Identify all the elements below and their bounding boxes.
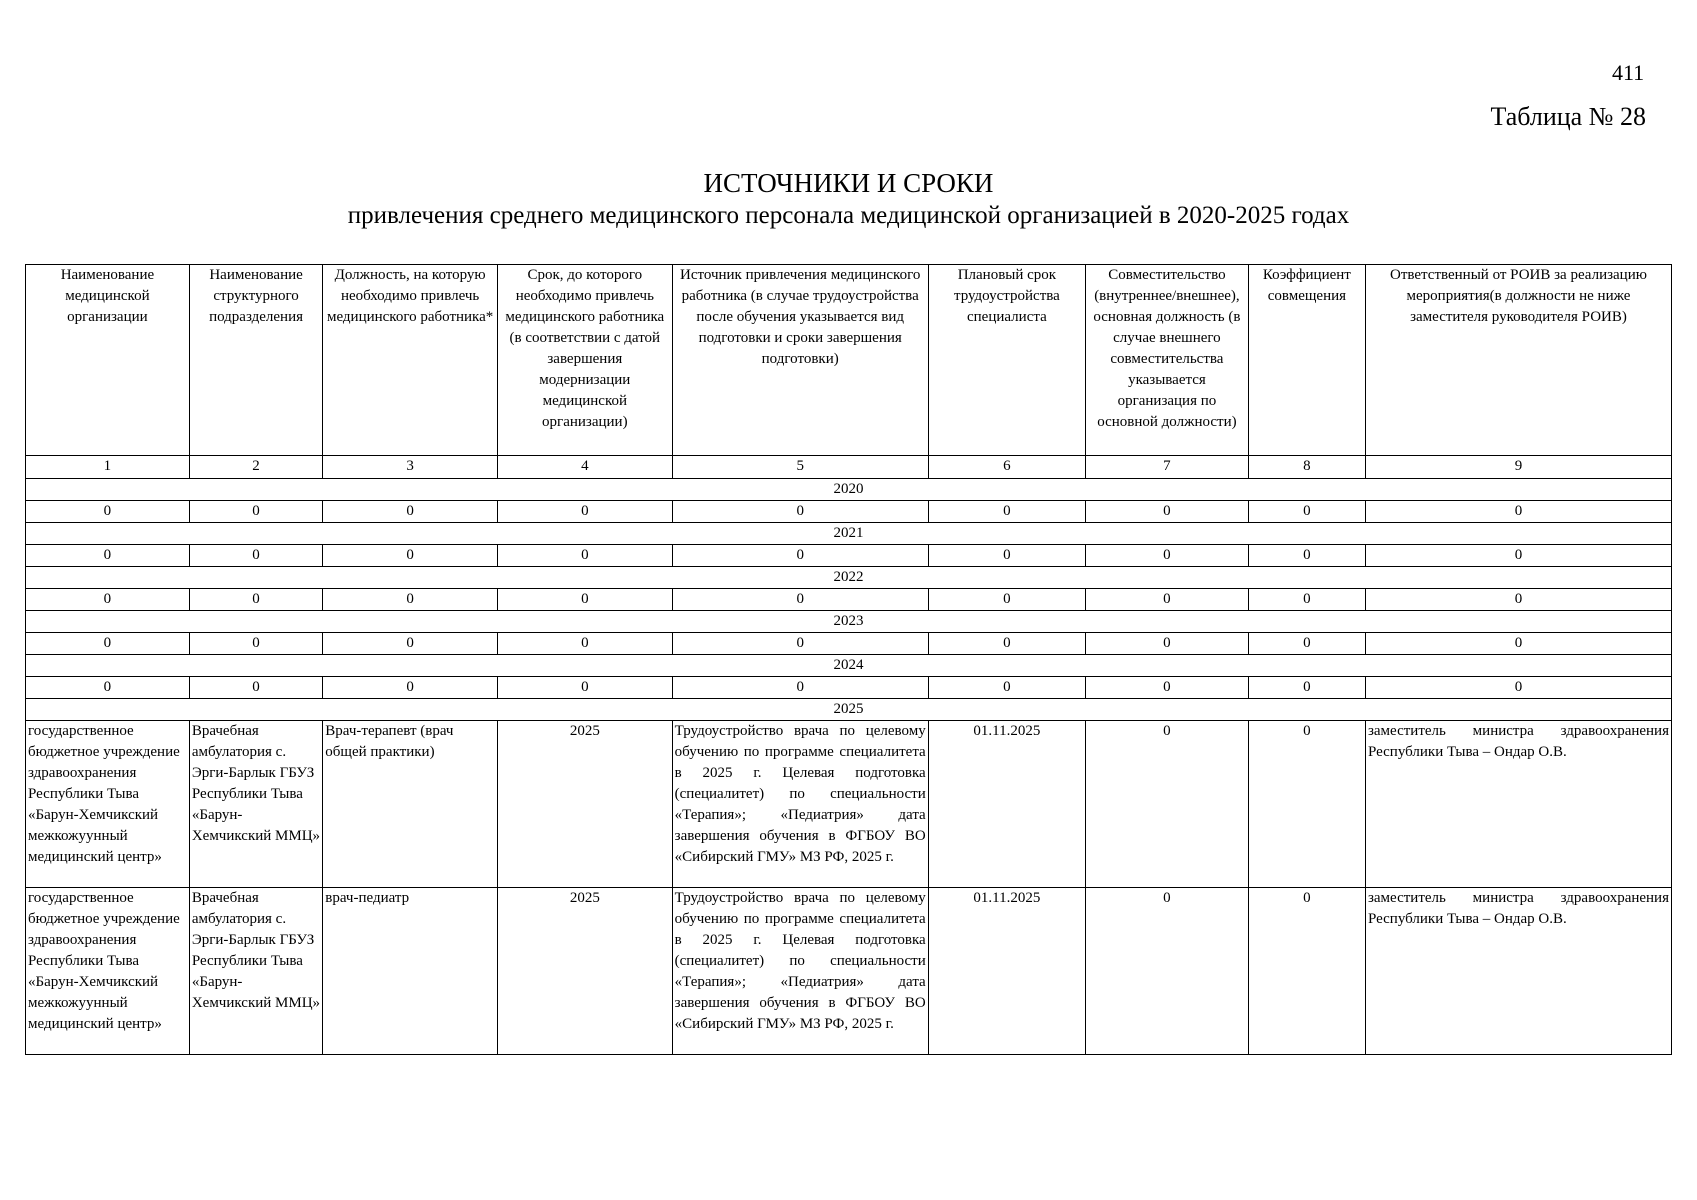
zero-cell: 0 (1086, 545, 1249, 567)
table-label: Таблица № 28 (1490, 102, 1646, 131)
coefficient-cell: 0 (1248, 721, 1365, 888)
zero-cell: 0 (497, 545, 672, 567)
zero-cell: 0 (1365, 501, 1671, 523)
column-number: 1 (26, 456, 190, 479)
column-number: 2 (189, 456, 322, 479)
responsible-cell: заместитель министра здравоохранения Республики Тыва – Ондар О.В. (1365, 888, 1671, 1055)
coefficient-cell: 0 (1248, 888, 1365, 1055)
combination-cell: 0 (1086, 721, 1249, 888)
header-cell: Источник привлечения медицинского работника (в случае трудоустройства после обучения указывается вид подготовки и сроки завершения подготовки) (672, 265, 928, 456)
zero-cell: 0 (1248, 589, 1365, 611)
zero-cell: 0 (672, 589, 928, 611)
zero-cell: 0 (26, 501, 190, 523)
document-title: ИСТОЧНИКИ И СРОКИ (703, 168, 994, 198)
zero-cell: 0 (928, 589, 1085, 611)
column-number: 6 (928, 456, 1085, 479)
header-cell: Ответственный от РОИВ за реализацию мероприятия(в должности не ниже заместителя руководителя РОИВ) (1365, 265, 1671, 456)
zero-cell: 0 (1365, 545, 1671, 567)
year-row (26, 655, 1672, 677)
zero-row (26, 677, 1672, 699)
responsible-cell: заместитель министра здравоохранения Республики Тыва – Ондар О.В. (1365, 721, 1671, 888)
column-number-row (26, 456, 1672, 479)
header-cell: Наименование структурного подразделения (189, 265, 322, 456)
year-label: 2024 (26, 655, 1672, 677)
header-cell: Срок, до которого необходимо привлечь медицинского работника (в соответствии с датой завершения модернизации медицинской организации) (497, 265, 672, 456)
unit-cell: Врачебная амбулатория с. Эрги-Барлык ГБУЗ Республики Тыва «Барун-Хемчикский ММЦ» (189, 888, 322, 1055)
column-number: 3 (323, 456, 498, 479)
zero-cell: 0 (1248, 633, 1365, 655)
deadline-cell: 2025 (497, 888, 672, 1055)
column-number: 5 (672, 456, 928, 479)
planned-date-cell: 01.11.2025 (928, 721, 1085, 888)
position-cell: врач-педиатр (323, 888, 498, 1055)
header-cell: Совместительство (внутреннее/внешнее), основная должность (в случае внешнего совместительства указывается организация по основной должности) (1086, 265, 1249, 456)
staffing-table (25, 264, 1672, 1055)
document-subtitle: привлечения среднего медицинского персонала медицинской организацией в 2020-2025 годах (347, 202, 1350, 229)
org-cell: государственное бюджетное учреждение здравоохранения Республики Тыва «Барун-Хемчикский межкожуунный медицинский центр» (26, 721, 190, 888)
zero-cell: 0 (928, 677, 1085, 699)
zero-cell: 0 (928, 501, 1085, 523)
zero-cell: 0 (1086, 501, 1249, 523)
org-cell: государственное бюджетное учреждение здравоохранения Республики Тыва «Барун-Хемчикский межкожуунный медицинский центр» (26, 888, 190, 1055)
zero-cell: 0 (928, 545, 1085, 567)
zero-cell: 0 (672, 545, 928, 567)
header-cell: Коэффициент совмещения (1248, 265, 1365, 456)
zero-cell: 0 (26, 633, 190, 655)
zero-cell: 0 (672, 633, 928, 655)
zero-cell: 0 (323, 545, 498, 567)
table-row (26, 721, 1672, 888)
year-label: 2021 (26, 523, 1672, 545)
zero-cell: 0 (323, 677, 498, 699)
deadline-cell: 2025 (497, 721, 672, 888)
year-label: 2025 (26, 699, 1672, 721)
column-number: 4 (497, 456, 672, 479)
zero-row (26, 633, 1672, 655)
zero-cell: 0 (928, 633, 1085, 655)
source-cell: Трудоустройство врача по целевому обучению по программе специалитета в 2025 г. Целевая подготовка (специалитет) по специальности «Терапия»; «Педиатрия» дата завершения обучения в ФГБОУ ВО «Сибирский ГМУ» МЗ РФ, 2025 г. (672, 888, 928, 1055)
zero-cell: 0 (1365, 677, 1671, 699)
zero-cell: 0 (497, 633, 672, 655)
zero-cell: 0 (1365, 589, 1671, 611)
column-number: 8 (1248, 456, 1365, 479)
zero-cell: 0 (1086, 633, 1249, 655)
zero-cell: 0 (323, 589, 498, 611)
zero-cell: 0 (26, 589, 190, 611)
zero-cell: 0 (672, 501, 928, 523)
zero-cell: 0 (497, 677, 672, 699)
combination-cell: 0 (1086, 888, 1249, 1055)
unit-cell: Врачебная амбулатория с. Эрги-Барлык ГБУЗ Республики Тыва «Барун-Хемчикский ММЦ» (189, 721, 322, 888)
zero-cell: 0 (1086, 589, 1249, 611)
zero-cell: 0 (189, 633, 322, 655)
zero-cell: 0 (26, 545, 190, 567)
zero-cell: 0 (26, 677, 190, 699)
zero-cell: 0 (323, 501, 498, 523)
zero-cell: 0 (672, 677, 928, 699)
zero-row (26, 545, 1672, 567)
source-cell: Трудоустройство врача по целевому обучению по программе специалитета в 2025 г. Целевая подготовка (специалитет) по специальности «Терапия»; «Педиатрия» дата завершения обучения в ФГБОУ ВО «Сибирский ГМУ» МЗ РФ, 2025 г. (672, 721, 928, 888)
year-label: 2022 (26, 567, 1672, 589)
year-row (26, 479, 1672, 501)
planned-date-cell: 01.11.2025 (928, 888, 1085, 1055)
zero-cell: 0 (189, 501, 322, 523)
position-cell: Врач-терапевт (врач общей практики) (323, 721, 498, 888)
zero-cell: 0 (323, 633, 498, 655)
page-number: 411 (1612, 60, 1645, 85)
zero-row (26, 501, 1672, 523)
zero-cell: 0 (497, 501, 672, 523)
zero-cell: 0 (189, 545, 322, 567)
header-cell: Должность, на которую необходимо привлечь медицинского работника* (323, 265, 498, 456)
year-row (26, 699, 1672, 721)
column-number: 7 (1086, 456, 1249, 479)
header-cell: Наименование медицинской организации (26, 265, 190, 456)
zero-cell: 0 (189, 589, 322, 611)
zero-cell: 0 (1248, 501, 1365, 523)
year-row (26, 611, 1672, 633)
year-row (26, 523, 1672, 545)
header-row (26, 265, 1672, 456)
zero-cell: 0 (189, 677, 322, 699)
zero-cell: 0 (1086, 677, 1249, 699)
year-row (26, 567, 1672, 589)
zero-row (26, 589, 1672, 611)
zero-cell: 0 (1365, 633, 1671, 655)
header-cell: Плановый срок трудоустройства специалиста (928, 265, 1085, 456)
year-label: 2020 (26, 479, 1672, 501)
table-row (26, 888, 1672, 1055)
zero-cell: 0 (1248, 677, 1365, 699)
zero-cell: 0 (1248, 545, 1365, 567)
column-number: 9 (1365, 456, 1671, 479)
year-label: 2023 (26, 611, 1672, 633)
zero-cell: 0 (497, 589, 672, 611)
